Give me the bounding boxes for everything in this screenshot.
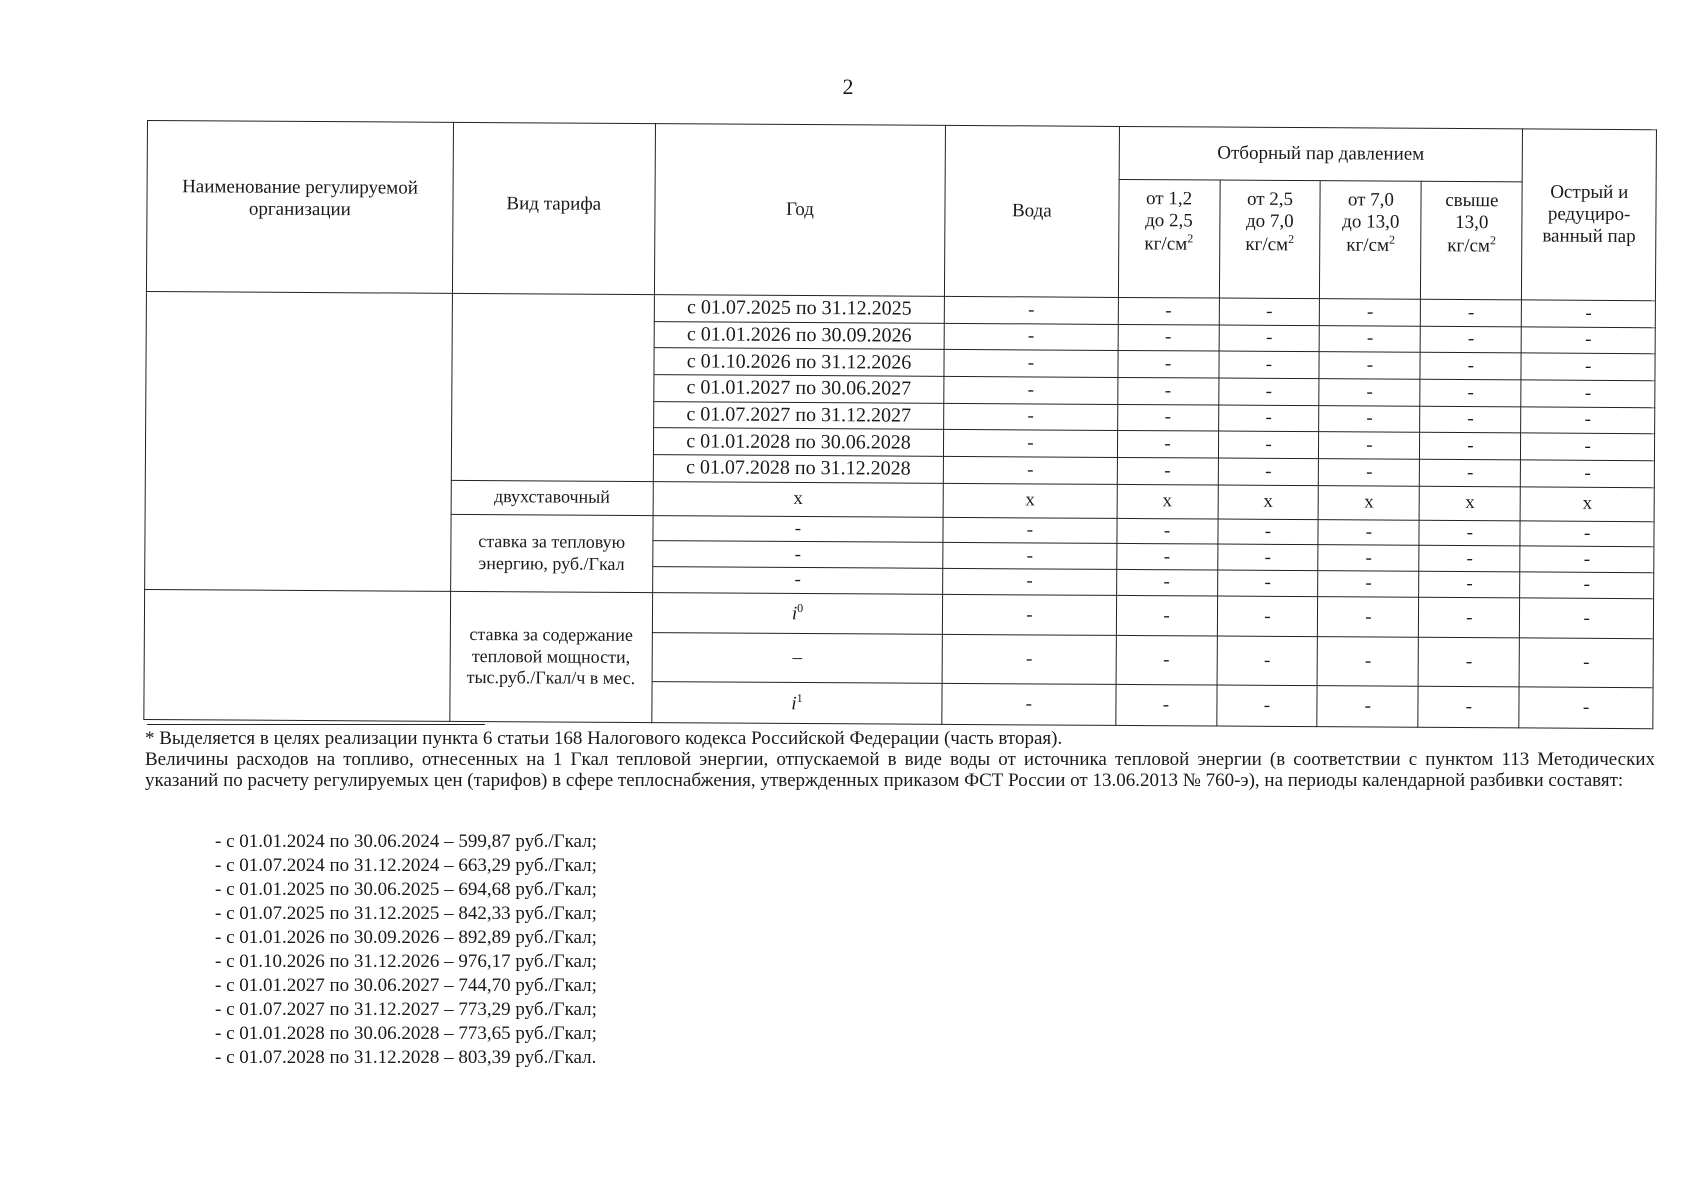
- water-cell: -: [944, 403, 1117, 431]
- header-org: Наименование регулируемой организации: [146, 121, 453, 294]
- dash-cell: -: [1521, 406, 1655, 434]
- notes-block: [145, 728, 1655, 791]
- dash-cell: -: [1419, 546, 1520, 572]
- dash-cell: -: [1319, 459, 1420, 486]
- list-item: - с 01.07.2024 по 31.12.2024 – 663,29 руб./Гкал;: [215, 855, 597, 876]
- dash-cell: -: [1421, 299, 1522, 326]
- x-cell: x: [943, 483, 1117, 518]
- period-cell: с 01.01.2026 по 30.09.2026: [654, 321, 945, 349]
- dash-cell: -: [1418, 637, 1519, 687]
- dash-cell: -: [1522, 300, 1656, 328]
- list-item: - с 01.07.2028 по 31.12.2028 – 803,39 руб./Гкал.: [215, 1047, 597, 1068]
- dash-cell: -: [1519, 687, 1653, 728]
- period-cell: с 01.07.2027 по 31.12.2027: [653, 401, 944, 429]
- dash-cell: -: [1521, 433, 1655, 461]
- dash-cell: -: [1117, 431, 1218, 458]
- dash-cell: -: [1317, 686, 1418, 727]
- x-cell: x: [1218, 485, 1319, 520]
- dash-cell: -: [1419, 571, 1520, 597]
- dash-cell: -: [1520, 598, 1654, 639]
- dash-cell: -: [1116, 544, 1217, 570]
- header-pressure-3: от 7,0 до 13,0 $кг/см^2$: [1320, 181, 1422, 299]
- dash-cell: -: [1217, 636, 1318, 686]
- heat-rate-label: ставка за тепловую энергию, руб./Гкал: [450, 514, 652, 592]
- dash-cell: -: [1217, 519, 1318, 545]
- dash-cell: -: [1420, 406, 1521, 433]
- dash-cell: -: [943, 543, 1116, 570]
- two-rate-label: двухставочный: [451, 480, 653, 515]
- dash-cell: -: [1115, 685, 1216, 726]
- list-item: - с 01.01.2028 по 30.06.2028 – 773,65 руб./Гкал;: [215, 1023, 597, 1044]
- dash-cell: -: [1217, 596, 1318, 637]
- dash-cell: -: [1117, 404, 1218, 431]
- footnote: * Выделяется в целях реализации пункта 6 статьи 168 Налогового кодекса Российской Федерации (часть вторая).: [145, 728, 1063, 749]
- x-cell: x: [1319, 485, 1420, 520]
- list-item: - с 01.10.2026 по 31.12.2026 – 976,17 руб./Гкал;: [215, 951, 597, 972]
- dash-cell: -: [1319, 432, 1420, 459]
- dash-cell: -: [1116, 595, 1217, 636]
- dash-cell: -: [1521, 326, 1655, 354]
- footnote-rule: [147, 724, 485, 725]
- dash-cell: -: [1118, 324, 1219, 351]
- header-sharp-steam: Острый и редуциро- ванный пар: [1522, 129, 1657, 301]
- dash-cell: -: [652, 567, 943, 594]
- dash-cell: -: [1318, 519, 1419, 545]
- dash-cell: -: [1418, 687, 1519, 728]
- dash-cell: -: [1117, 377, 1218, 404]
- dash-cell: -: [1519, 638, 1653, 688]
- dash-cell: -: [1520, 521, 1654, 547]
- dash-cell: -: [1117, 518, 1218, 544]
- dash-cell: –: [652, 633, 943, 684]
- header-water: Вода: [945, 125, 1119, 297]
- dash-cell: -: [1217, 544, 1318, 570]
- dash-cell: -: [1320, 298, 1421, 325]
- dash-cell: -: [943, 594, 1117, 636]
- dash-cell: -: [1420, 379, 1521, 406]
- water-cell: -: [944, 350, 1117, 378]
- water-cell: -: [944, 376, 1117, 404]
- tariff-table: [143, 120, 1657, 729]
- dash-cell: -: [1521, 460, 1655, 488]
- dash-cell: -: [1521, 353, 1655, 381]
- dash-cell: -: [1117, 457, 1218, 484]
- dash-cell: -: [942, 635, 1116, 685]
- dash-cell: -: [652, 541, 943, 568]
- dash-cell: -: [1420, 433, 1521, 460]
- water-cell: -: [945, 296, 1118, 324]
- dash-cell: -: [1419, 597, 1520, 638]
- dash-cell: -: [942, 684, 1116, 726]
- water-cell: -: [944, 456, 1117, 484]
- dash-cell: -: [1520, 546, 1654, 572]
- x-cell: x: [1117, 484, 1218, 519]
- x-cell: x: [653, 481, 944, 517]
- dash-cell: -: [1218, 458, 1319, 485]
- dash-cell: -: [1218, 378, 1319, 405]
- header-pressure-1: от 1,2 до 2,5 $кг/см^2$: [1118, 180, 1220, 298]
- period-cell: с 01.01.2027 по 30.06.2027: [654, 374, 945, 402]
- i0-cell: $i^0$: [652, 592, 943, 634]
- i1-cell: $i^1$: [652, 682, 943, 724]
- water-cell: -: [944, 430, 1117, 458]
- page-number: 2: [842, 74, 854, 99]
- dash-cell: -: [1320, 325, 1421, 352]
- header-year: Год: [654, 124, 946, 297]
- dash-cell: -: [1521, 380, 1655, 408]
- x-cell: x: [1419, 486, 1520, 521]
- list-item: - с 01.07.2025 по 31.12.2025 – 842,33 руб./Гкал;: [215, 903, 597, 924]
- list-item: - с 01.01.2024 по 30.06.2024 – 599,87 руб./Гкал;: [215, 831, 597, 852]
- header-pressure-2: от 2,5 до 7,0 $кг/см^2$: [1219, 180, 1321, 298]
- dash-cell: -: [1318, 571, 1419, 597]
- dash-cell: -: [1318, 596, 1419, 637]
- header-tariff-type: Вид тарифа: [452, 122, 655, 294]
- period-cell: с 01.07.2025 по 31.12.2025: [654, 294, 945, 322]
- fuel-cost-paragraph: Величины расходов на топливо, отнесенных на 1 Гкал тепловой энергии, отпускаемой в виде воды от источника тепловой энергии (в соответствии с пунктом 113 Методических указаний по расчету регулируемых цен (тарифов) в сфере теплоснабжения, утвержденных приказом ФСТ России от 13.06.2013 № 760-э), на периоды календарной разбивки составят:: [145, 749, 1655, 791]
- dash-cell: -: [1420, 326, 1521, 353]
- dash-cell: -: [943, 517, 1116, 544]
- period-cell: с 01.01.2028 по 30.06.2028: [653, 428, 944, 456]
- dash-cell: -: [1116, 636, 1217, 686]
- list-item: - с 01.01.2026 по 30.09.2026 – 892,89 руб./Гкал;: [215, 927, 597, 948]
- fuel-cost-list: [215, 830, 597, 1070]
- dash-cell: -: [1318, 545, 1419, 571]
- dash-cell: -: [1217, 570, 1318, 596]
- dash-cell: -: [1116, 569, 1217, 595]
- dash-cell: -: [1118, 297, 1219, 324]
- list-item: - с 01.01.2027 по 30.06.2027 – 744,70 руб./Гкал;: [215, 975, 597, 996]
- dash-cell: -: [1219, 298, 1320, 325]
- period-cell: с 01.10.2026 по 31.12.2026: [654, 348, 945, 376]
- dash-cell: -: [1420, 459, 1521, 486]
- table-row: [144, 589, 1653, 639]
- dash-cell: -: [1520, 572, 1654, 598]
- dash-cell: -: [653, 515, 944, 542]
- dash-cell: -: [1419, 520, 1520, 546]
- header-pressure-4: свыше 13,0 $кг/см^2$: [1421, 182, 1523, 300]
- dash-cell: -: [1118, 351, 1219, 378]
- list-item: - с 01.07.2027 по 31.12.2027 – 773,29 руб./Гкал;: [215, 999, 597, 1020]
- dash-cell: -: [943, 568, 1116, 595]
- dash-cell: -: [1218, 431, 1319, 458]
- x-cell: x: [1520, 487, 1654, 522]
- dash-cell: -: [1319, 405, 1420, 432]
- dash-cell: -: [1216, 685, 1317, 726]
- header-steam-group: Отборный пар давлением: [1119, 126, 1523, 182]
- list-item: - с 01.01.2025 по 30.06.2025 – 694,68 руб./Гкал;: [215, 879, 597, 900]
- dash-cell: -: [1420, 352, 1521, 379]
- water-cell: -: [944, 323, 1117, 351]
- capacity-rate-label: ставка за содержание тепловой мощности, тыс.руб./Гкал/ч в мес.: [450, 591, 653, 723]
- dash-cell: -: [1319, 379, 1420, 406]
- period-cell: с 01.07.2028 по 31.12.2028: [653, 455, 944, 483]
- dash-cell: -: [1218, 405, 1319, 432]
- dash-cell: -: [1219, 325, 1320, 352]
- dash-cell: -: [1218, 351, 1319, 378]
- dash-cell: -: [1318, 637, 1419, 687]
- dash-cell: -: [1319, 352, 1420, 379]
